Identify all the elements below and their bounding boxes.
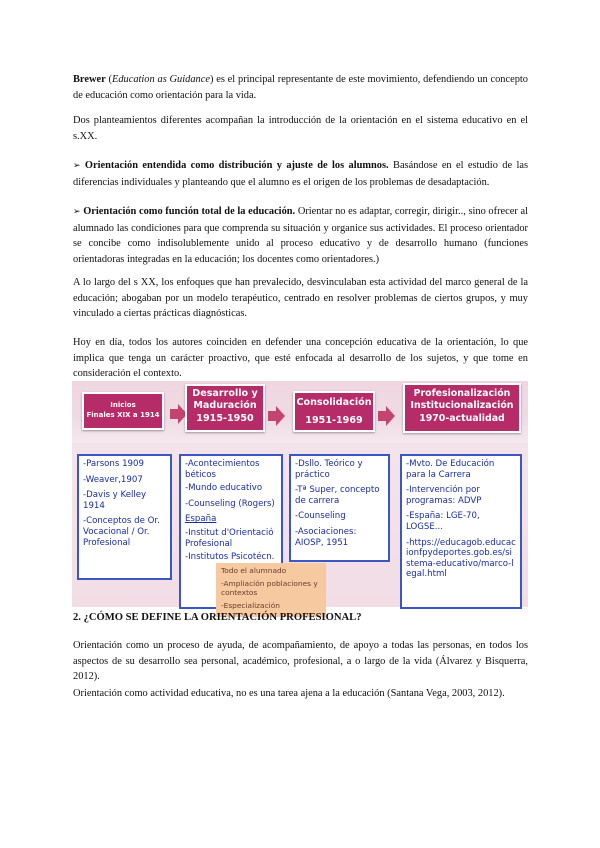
paragraph-planteamientos: Dos planteamientos diferentes acompañan la introducción de la orientación en el sistema educativo en el s.XX. — [73, 115, 528, 142]
card-item: -España: LGE-70, LOGSE... — [406, 511, 480, 532]
stage-4-dates: 1970-actualidad — [419, 413, 505, 424]
card-item: -Tª Super, concepto de carrera — [295, 485, 380, 506]
paragraph-definicion-2: Orientación como actividad educativa, no es una tarea ajena a la educación (Santana Vega, 2003, 2012). — [73, 688, 505, 699]
card-item: -Weaver,1907 — [83, 474, 143, 485]
stage-2-title: Desarrollo y Maduración — [192, 388, 258, 411]
stage-1-dates: Finales XIX a 1914 — [86, 411, 160, 419]
bullet-item-1 — [73, 158, 528, 190]
arrow-connector — [268, 411, 276, 421]
paragraph-definicion-1: Orientación como un proceso de ayuda, de acompañamiento, de apoyo a todas las personas, en todos los aspectos de su desarrollo sea personal, académico, profesional, a o largo de la vida (Álvarez y Bisquerra, 2012). — [73, 640, 528, 682]
arrow-connector — [378, 411, 386, 421]
stage-3-title: Consolidación — [296, 397, 372, 408]
stage-desarrollo — [185, 384, 265, 432]
arrow-bullet-icon: ➢ — [73, 207, 81, 217]
card-item: -Institut d'Orientació Profesional — [185, 527, 274, 549]
arrow-right-icon — [386, 406, 395, 426]
card-profesionalizacion — [400, 454, 522, 609]
card-item: -Parsons 1909 — [83, 459, 144, 469]
stage-1-title: Inicios — [110, 401, 136, 409]
card-inicios — [77, 454, 172, 580]
brewer-name: Brewer — [73, 74, 106, 85]
bullet-2-text: Orientar no es adaptar, corregir, dirigir.., sino ofrecer al alumnado las condiciones para que comprenda su situación y organice sus actividades. El proceso orientador se concibe como indisolublemente unido al proceso educativo y de desarrollo humano (funciones orientadoras integradas en la educación; los docentes como orientadores.) — [73, 206, 528, 265]
link-marco-legal[interactable]: -https://educagob.educacionfpydeportes.gob.es/sistema-educativo/marco-legal.html — [406, 537, 516, 580]
card-item: -Counseling (Rogers) — [185, 498, 275, 509]
arrow-connector — [170, 409, 178, 419]
stage-3-dates: 1951-1969 — [305, 415, 363, 426]
card-item: -Mundo educativo — [185, 483, 263, 494]
stage-inicios — [82, 392, 164, 430]
stage-2-dates: 1915-1950 — [196, 413, 254, 424]
card-item: -Institutos Psicotécn. — [185, 552, 275, 563]
card-item: -Davis y Kelley 1914 — [83, 490, 147, 511]
paragraph-siglo-xx: A lo largo del s XX, los enfoques que han prevalecido, desvinculaban esta actividad del marco general de la educación; abogaban por un modelo terapéutico, centrado en resolver problemas de ciertos grupos, y muy vinculado a ciertas prácticas diagnósticas. — [73, 277, 528, 319]
card-item: -Acontecimientos béticos — [185, 459, 260, 480]
stage-4-title: Profesionalización Institucionalización — [410, 388, 514, 411]
paragraph-hoy-en-dia: Hoy en día, todos los autores coinciden en defender una concepción educativa de la orientación, lo que implica que tenga un carácter proactivo, que esté enfocada al desarrollo de los sujetos, y que tome en consideración el contexto. — [73, 337, 528, 379]
paren: ( — [105, 74, 112, 85]
card-item: -Dsllo. Teórico y práctico — [295, 459, 363, 480]
card-consolidacion — [289, 454, 390, 562]
card-item: -Mvto. De Educación para la Carrera — [406, 459, 495, 480]
stage-consolidacion — [293, 391, 375, 432]
paragraph-brewer-rest: ) es el principal representante de este movimiento, defendiendo un concepto de educación como orientación para la vida. — [73, 74, 528, 101]
section-2-heading: 2. ¿CÓMO SE DEFINE LA ORIENTACIÓN PROFESIONAL? — [73, 612, 362, 623]
bullet-1-heading: Orientación entendida como distribución y ajuste de los alumnos. — [84, 160, 389, 171]
note-item: -Ampliación poblaciones y contextos — [221, 578, 318, 598]
note-item: Todo el alumnado — [221, 566, 287, 575]
bullet-1-text: Basándose en el estudio de las diferencias individuales y planteando que el alumno es el origen de los problemas de desadaptación. — [73, 160, 528, 188]
stage-profesionalizacion — [403, 383, 521, 433]
note-item: -Especialización — [221, 600, 280, 610]
note-todo-alumnado — [216, 563, 326, 617]
card-item: -Intervención por programas: ADVP — [406, 485, 482, 506]
card-item: -Counseling — [295, 511, 346, 522]
card-heading-espana: España — [185, 514, 217, 525]
bullet-2-heading: Orientación como función total de la educación. — [83, 206, 296, 217]
card-item: -Asociaciones: AIOSP, 1951 — [295, 526, 357, 548]
arrow-bullet-icon: ➢ — [73, 161, 81, 171]
card-item: -Conceptos de Or. Vocacional / Or. Profesional — [83, 516, 160, 548]
bullet-item-2 — [73, 204, 528, 267]
book-title: Education as Guidance — [111, 74, 210, 85]
paragraph-brewer — [73, 72, 528, 103]
arrow-right-icon — [276, 406, 285, 426]
